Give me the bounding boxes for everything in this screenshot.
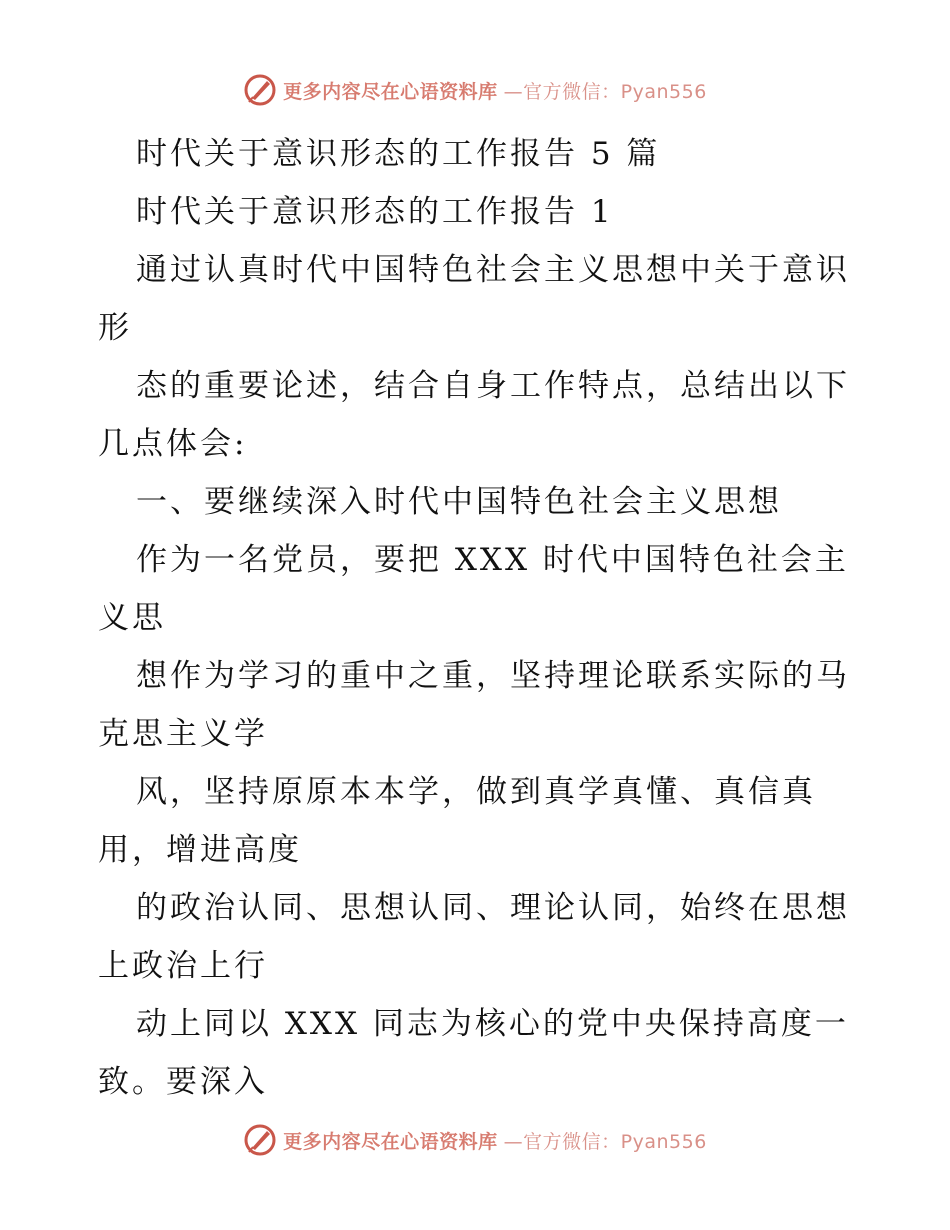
footer-watermark-banner [0,1120,950,1160]
doc-title: 时代关于意识形态的工作报告 5 篇 [136,136,661,172]
section-heading: 一、要继续深入时代中国特色社会主义思想 [136,484,782,520]
text-line: 风，坚持原原本本学，做到真学真懂、真信真 [136,774,816,810]
quill-logo-icon [243,73,277,107]
quill-logo-icon [243,1123,277,1157]
banner-main-text: 更多内容尽在心语资料库 [283,1130,498,1153]
text-line: 克思主义学 [98,716,268,752]
text-line: 的政治认同、思想认同、理论认同，始终在思想 [136,890,850,926]
text-line: 几点体会: [98,426,248,462]
text-line: 动上同以 XXX 同志为核心的党中央保持高度一 [136,1006,849,1042]
text-line: 形 [98,310,132,346]
text-line: 通过认真时代中国特色社会主义思想中关于意识 [136,252,850,288]
banner-wechat-text: —官方微信：Pyan556 [503,1130,707,1153]
text-line: 用，增进高度 [98,832,302,868]
text-line: 作为一名党员，要把 XXX 时代中国特色社会主 [136,542,849,578]
text-line: 态的重要论述，结合自身工作特点，总结出以下 [136,368,850,404]
text-line: 上政治上行 [98,948,268,984]
text-line: 义思 [98,600,166,636]
document-body [98,125,858,1111]
text-line: 想作为学习的重中之重，坚持理论联系实际的马 [136,658,850,694]
banner-wechat-text: —官方微信：Pyan556 [503,80,707,103]
text-line: 致。要深入 [98,1064,268,1100]
doc-subtitle: 时代关于意识形态的工作报告 1 [136,194,614,230]
header-watermark-banner [0,70,950,110]
banner-main-text: 更多内容尽在心语资料库 [283,80,498,103]
